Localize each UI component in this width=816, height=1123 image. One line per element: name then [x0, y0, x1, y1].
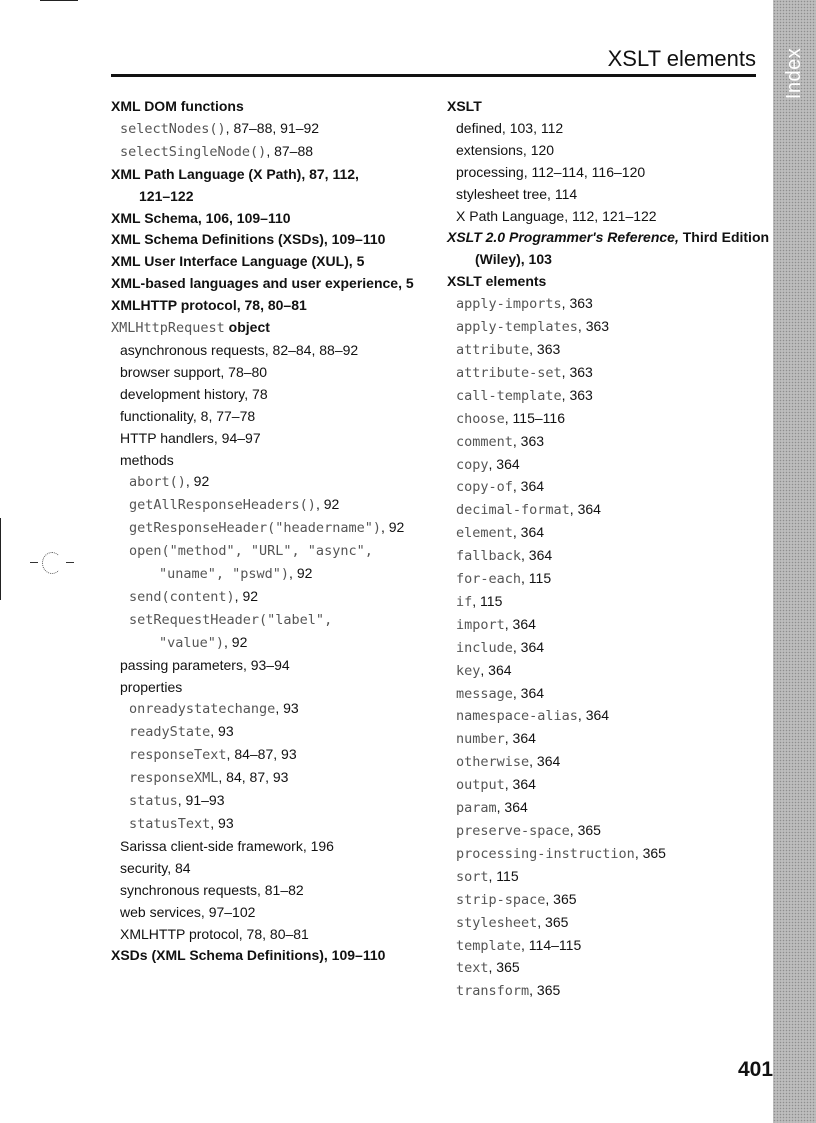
index-subentry: [447, 454, 767, 477]
entry-code: attribute-set: [456, 364, 562, 381]
entry-code: stylesheet: [456, 914, 538, 931]
index-subentry: [447, 820, 767, 843]
entry-code: "uname", "pswd"): [159, 566, 290, 583]
index-subentry: [111, 406, 441, 428]
entry-locator: , 364: [504, 730, 536, 747]
entry-locator: , 363: [561, 363, 593, 380]
entry-continuation: [129, 632, 441, 655]
index-subentry: [111, 880, 441, 902]
entry-code: abort(): [129, 474, 186, 491]
index-heading: [447, 271, 767, 293]
entry-text: passing parameters, 93–94: [120, 656, 290, 673]
entry-code: message: [456, 685, 513, 702]
entry-code: sort: [456, 868, 489, 885]
index-subentry: [111, 790, 441, 813]
index-subentry: [447, 499, 767, 522]
entry-code: processing-instruction: [456, 845, 635, 862]
entry-code: getResponseHeader("headername"): [129, 520, 381, 537]
index-subentry: [447, 797, 767, 820]
thumb-tab-label: [773, 28, 816, 118]
entry-text: Third Edition: [678, 229, 770, 246]
index-subentry: [447, 385, 767, 408]
entry-code: status: [129, 793, 178, 810]
entry-text: HTTP handlers, 94–97: [120, 429, 261, 446]
entry-continuation: [129, 563, 441, 586]
entry-text: defined, 103, 112: [456, 119, 564, 136]
entry-locator: , 364: [512, 684, 545, 701]
index-subentry: [447, 162, 767, 184]
index-subentry: [111, 609, 441, 655]
entry-code: responseXML: [129, 770, 219, 787]
entry-code: number: [456, 731, 505, 748]
index-subentry: [447, 118, 767, 140]
entry-locator: , 115: [521, 570, 552, 587]
entry-code: otherwise: [456, 754, 530, 771]
entry-code: XMLHttpRequest: [111, 320, 225, 337]
index-subentry: [447, 362, 767, 385]
entry-locator: , 364: [504, 776, 536, 793]
entry-code: namespace-alias: [456, 708, 578, 725]
index-heading: [111, 295, 441, 317]
entry-locator: , 363: [561, 386, 593, 403]
header-rule: [111, 74, 756, 77]
index-subentry: [447, 866, 767, 889]
index-subentry: [111, 428, 441, 450]
margin-rule-left: [0, 518, 1, 600]
entry-code: template: [456, 937, 522, 954]
entry-text: development history, 78: [120, 385, 268, 402]
registration-mark-icon: [30, 548, 78, 574]
entry-code: readyState: [129, 724, 211, 741]
index-subentry: [447, 476, 767, 499]
index-subentry: [447, 568, 767, 591]
entry-text: browser support, 78–80: [120, 363, 268, 380]
entry-code: strip-space: [456, 891, 546, 908]
index-subentry: [111, 858, 441, 880]
entry-text: XSDs (XML Schema Definitions), 109–110: [111, 947, 386, 964]
index-subentry: [447, 408, 767, 431]
entry-locator: , 92: [234, 587, 259, 604]
index-subentry: [447, 705, 767, 728]
entry-text: functionality, 8, 77–78: [120, 407, 256, 424]
index-subentry: [111, 813, 441, 836]
index-subentry: [111, 721, 441, 744]
entry-code: call-template: [456, 387, 562, 404]
entry-locator: , 84, 87, 93: [218, 769, 289, 786]
entry-locator: , 364: [569, 501, 601, 518]
entry-locator: , 84–87, 93: [226, 746, 297, 763]
entry-code: transform: [456, 983, 530, 1000]
index-subentry: [447, 935, 767, 958]
entry-text: XML Schema Definitions (XSDs), 109–110: [111, 231, 386, 248]
entry-locator: , 92: [380, 519, 405, 536]
entry-text: XMLHTTP protocol, 78, 80–81: [120, 925, 309, 942]
entry-locator: , 92: [289, 565, 313, 582]
entry-locator: , 115–116: [504, 409, 565, 426]
entry-text: XML Path Language (X Path), 87, 112,: [111, 165, 359, 182]
entry-continuation: (Wiley), 103: [475, 251, 552, 268]
index-subentry: [111, 655, 441, 677]
entry-text: XML-based languages and user experience, 5: [111, 275, 414, 292]
index-subentry: [447, 660, 767, 683]
entry-locator: , 92: [224, 633, 248, 650]
index-subentry: [447, 957, 767, 980]
index-heading: [111, 96, 441, 118]
entry-text: stylesheet tree, 114: [456, 185, 578, 202]
entry-text: synchronous requests, 81–82: [120, 881, 304, 898]
entry-code: include: [456, 639, 513, 656]
entry-locator: , 115: [488, 867, 519, 884]
index-subentry: [111, 362, 441, 384]
entry-text: properties: [120, 678, 183, 695]
entry-code: statusText: [129, 816, 211, 832]
index-subentry: [447, 339, 767, 362]
entry-code: "value"): [159, 634, 225, 651]
entry-locator: , 93: [275, 700, 299, 717]
index-subentry: [447, 545, 767, 568]
entry-code: responseText: [129, 747, 227, 764]
entry-code: import: [456, 616, 505, 633]
entry-locator: , 363: [577, 318, 610, 335]
entry-locator: , 364: [480, 661, 512, 678]
index-subentry: [447, 184, 767, 206]
index-column-left: [111, 96, 441, 967]
index-subentry: [111, 744, 441, 767]
entry-locator: , 91–93: [177, 792, 225, 809]
entry-text: security, 84: [120, 859, 191, 876]
entry-text: XSLT: [447, 98, 482, 114]
entry-code: getAllResponseHeaders(): [129, 497, 316, 514]
entry-text: XML DOM functions: [111, 98, 244, 114]
index-subentry: [111, 450, 441, 472]
index-subentry: [447, 431, 767, 454]
index-heading: [111, 251, 441, 273]
index-subentry: [111, 540, 441, 586]
entry-code: preserve-space: [456, 823, 570, 839]
entry-code: key: [456, 662, 481, 679]
index-heading: [111, 229, 441, 251]
entry-code: decimal-format: [456, 502, 570, 519]
entry-locator: , 363: [561, 295, 593, 312]
entry-text: object: [224, 319, 270, 336]
entry-locator: , 364: [512, 524, 545, 541]
index-subentry: [447, 980, 767, 1003]
entry-code: text: [456, 960, 489, 977]
entry-locator: , 364: [496, 799, 528, 816]
entry-code: choose: [456, 410, 505, 427]
index-subentry: [447, 774, 767, 797]
entry-code: if: [456, 593, 473, 610]
entry-text: processing, 112–114, 116–120: [456, 163, 646, 180]
index-heading: [111, 945, 441, 967]
index-subentry: [447, 728, 767, 751]
entry-code: copy: [456, 456, 489, 473]
entry-text: XML User Interface Language (XUL), 5: [111, 253, 365, 270]
index-subentry: [111, 924, 441, 946]
entry-text: XML Schema, 106, 109–110: [111, 209, 291, 226]
index-subentry: [447, 889, 767, 912]
index-heading: [447, 96, 767, 118]
index-subentry: [447, 316, 767, 339]
index-subentry: [111, 340, 441, 362]
entry-locator: , 364: [521, 547, 553, 564]
index-subentry: [111, 767, 441, 790]
index-subentry: [111, 384, 441, 406]
entry-locator: , 364: [504, 615, 536, 632]
entry-locator: , 365: [634, 844, 666, 861]
crop-mark: [40, 0, 78, 1]
running-head: XSLT elements: [607, 46, 756, 71]
entry-text: web services, 97–102: [120, 903, 256, 920]
index-subentry: [111, 902, 441, 924]
index-subentry: [447, 683, 767, 706]
thumb-tab: [773, 0, 816, 1123]
entry-text: XMLHTTP protocol, 78, 80–81: [111, 297, 307, 314]
index-subentry: [111, 677, 441, 699]
entry-locator: , 93: [210, 723, 234, 740]
entry-code: onreadystatechange: [129, 701, 276, 718]
index-heading: [447, 227, 770, 271]
entry-code: param: [456, 800, 497, 817]
entry-locator: , 87–88, 91–92: [225, 119, 320, 136]
entry-text: XSLT elements: [447, 273, 547, 290]
index-subentry: [447, 293, 767, 316]
index-subentry: [111, 517, 441, 540]
index-subentry: [447, 614, 767, 637]
entry-locator: , 365: [529, 982, 561, 999]
entry-locator: , 93: [210, 815, 234, 831]
index-heading: [111, 208, 441, 230]
entry-code: open("method", "URL", "async",: [129, 543, 373, 560]
entry-locator: , 365: [545, 890, 577, 907]
index-subentry: [447, 751, 767, 774]
entry-code: send(content): [129, 588, 235, 605]
entry-locator: , 365: [537, 913, 569, 930]
index-heading: [111, 164, 441, 208]
index-subentry: [111, 141, 441, 164]
entry-locator: , 364: [529, 753, 561, 770]
index-subentry: [447, 206, 767, 228]
index-subentry: [111, 586, 441, 609]
index-subentry: [447, 912, 767, 935]
entry-text: Sarissa client-side framework, 196: [120, 837, 334, 854]
entry-locator: , 364: [577, 707, 610, 724]
entry-locator: , 364: [512, 638, 545, 655]
entry-code: apply-templates: [456, 319, 578, 336]
index-subentry: [447, 522, 767, 545]
index-subentry: [111, 698, 441, 721]
entry-text: methods: [120, 451, 174, 468]
entry-text: extensions, 120: [456, 141, 555, 158]
entry-code: output: [456, 777, 505, 794]
entry-continuation: 121–122: [139, 187, 194, 204]
entry-locator: , 365: [569, 822, 601, 838]
thumb-tab-text: Index: [783, 47, 805, 99]
index-subentry: [447, 843, 767, 866]
entry-text: asynchronous requests, 82–84, 88–92: [120, 341, 359, 358]
entry-locator: , 365: [488, 959, 520, 976]
entry-locator: , 364: [512, 478, 545, 495]
entry-code: apply-imports: [456, 296, 562, 313]
entry-code: element: [456, 525, 513, 542]
entry-code: comment: [456, 433, 513, 450]
index-heading: [111, 273, 441, 295]
index-subentry: [111, 471, 441, 494]
entry-locator: , 114–115: [521, 936, 582, 953]
entry-code: fallback: [456, 548, 522, 565]
entry-code: setRequestHeader("label",: [129, 611, 333, 628]
index-column-right: [447, 96, 770, 1003]
entry-locator: , 87–88: [266, 142, 314, 159]
index-subentry: [447, 637, 767, 660]
index-subentry: [111, 836, 441, 858]
entry-code: attribute: [456, 341, 530, 358]
index-heading: [111, 317, 441, 340]
index-subentry: [447, 140, 767, 162]
entry-locator: , 92: [185, 473, 210, 490]
index-subentry: [111, 494, 441, 517]
index-subentry: [447, 591, 767, 614]
entry-code: selectSingleNode(): [120, 143, 267, 160]
entry-locator: , 115: [472, 592, 503, 609]
entry-locator: , 364: [488, 455, 520, 472]
entry-locator: , 363: [512, 432, 545, 449]
entry-code: for-each: [456, 571, 522, 588]
entry-code: selectNodes(): [120, 120, 226, 137]
entry-locator: , 92: [315, 496, 340, 513]
entry-text: X Path Language, 112, 121–122: [456, 207, 657, 224]
page-number: 401: [738, 1058, 774, 1081]
entry-title-italic: XSLT 2.0 Programmer's Reference,: [447, 229, 679, 246]
entry-locator: , 363: [529, 340, 561, 357]
index-subentry: [111, 118, 441, 141]
entry-code: copy-of: [456, 479, 513, 496]
